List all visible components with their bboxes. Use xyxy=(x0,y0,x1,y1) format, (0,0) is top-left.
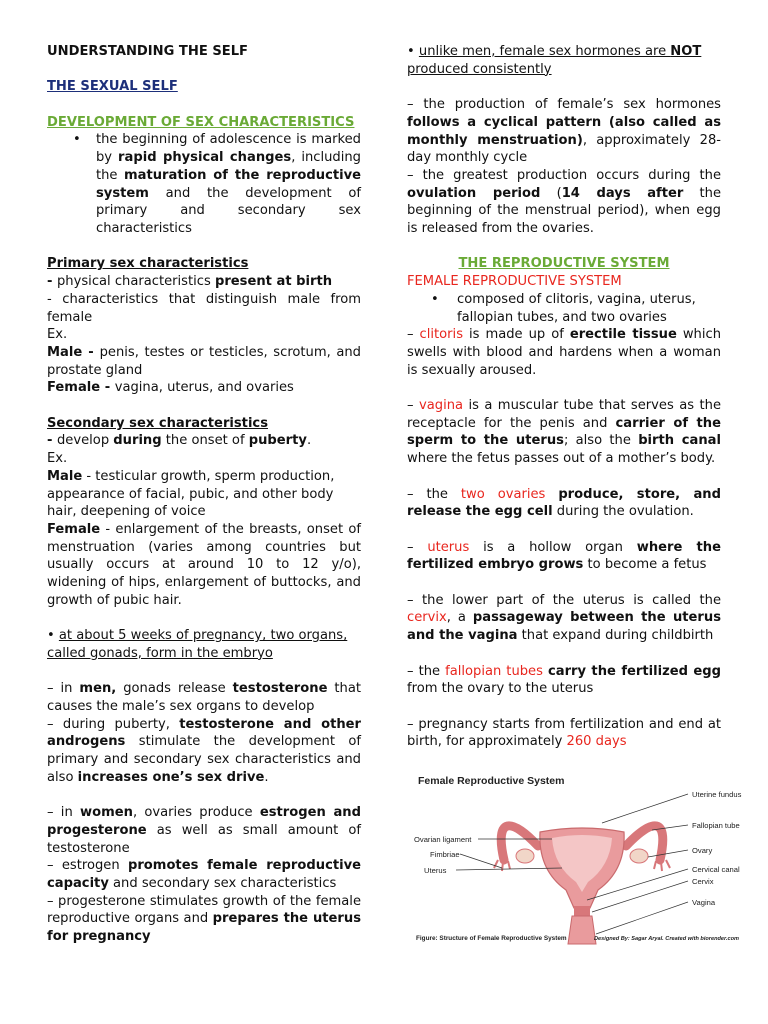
label-fimbriae: Fimbriae xyxy=(430,850,460,859)
label-uterus: Uterus xyxy=(424,866,447,875)
label-cervix: Cervix xyxy=(692,877,714,886)
primary-example-label: Ex. xyxy=(47,327,68,343)
figure-credit: Designed By: Sagar Aryal. Created with biorender.com xyxy=(594,936,739,942)
bullet-dot: • xyxy=(73,132,81,148)
pregnancy-text: – pregnancy starts from fertilization and end at birth, for approximately 260 days xyxy=(407,716,721,750)
vagina-text: – vagina is a muscular tube that serves as the receptacle for the penis and carrier of the sperm to the uterus; also the birth canal where the fetus passes out of a mother’s body. xyxy=(407,398,722,467)
secondary-line-1: - develop during the onset of puberty. xyxy=(47,433,312,449)
bullet-dot: • xyxy=(431,291,439,307)
clitoris-text: – clitoris is made up of erectile tissue which swells with blood and hardens when a woman is sexually aroused. xyxy=(407,327,721,378)
bullet-adolescence: • the beginning of adolescence is marked by rapid physical changes, including the maturation of the reproductive system and the development of primary and secondary sex characteristics xyxy=(73,132,361,236)
label-uterine-fundus: Uterine fundus xyxy=(692,790,742,799)
heading-female-reproductive-system: FEMALE REPRODUCTIVE SYSTEM xyxy=(407,274,622,290)
primary-male: Male - penis, testes or testicles, scrotum, and prostate gland xyxy=(47,344,361,378)
cervix-text: – the lower part of the uterus is called the cervix, a passageway between the uterus and the vagina that expand during childbirth xyxy=(407,592,722,644)
ovaries-text: – the two ovaries produce, store, and release the egg cell during the ovulation. xyxy=(407,486,721,520)
primary-line-1: - physical characteristics present at birth xyxy=(47,274,333,290)
heading-primary-sex-characteristics: Primary sex characteristics xyxy=(47,256,249,272)
uterus-text: – uterus is a hollow organ where the fertilized embryo grows to become a fetus xyxy=(407,539,721,573)
label-cervical-canal: Cervical canal xyxy=(692,865,740,874)
women-progesterone: – progesterone stimulates growth of the female reproductive organs and prepares the uterus for pregnancy xyxy=(47,893,361,945)
heading-reproductive-system: THE REPRODUCTIVE SYSTEM xyxy=(458,256,670,272)
fallopian-tubes-text: – the fallopian tubes carry the fertilized egg from the ovary to the uterus xyxy=(407,663,721,697)
men-gonads: – in men, gonads release testosterone that causes the male’s sex organs to develop xyxy=(47,681,362,714)
cyclical-pattern: – the production of female’s sex hormones follows a cyclical pattern (also called as monthly menstruation), approximately 28-day monthly cycle xyxy=(407,97,722,166)
women-estrogen: – estrogen promotes female reproductive capacity and secondary sex characteristics xyxy=(47,858,361,891)
secondary-example-label: Ex. xyxy=(47,451,68,467)
left-column xyxy=(47,43,361,946)
ovary-left xyxy=(516,849,534,863)
vagina-shape xyxy=(568,916,596,944)
ovary-right xyxy=(630,849,648,863)
figure-title: Female Reproductive System xyxy=(418,775,565,787)
reproductive-system-figure xyxy=(412,768,760,948)
men-puberty: – during puberty, testosterone and other androgens stimulate the development of primary and secondary sex characteristics and also increases one’s sex drive. xyxy=(47,716,361,785)
label-ovary: Ovary xyxy=(692,846,713,855)
section-heading-development: DEVELOPMENT OF SEX CHARACTERISTICS xyxy=(47,114,355,130)
figure-caption: Figure: Structure of Female Reproductive System xyxy=(416,935,567,942)
document-title: UNDERSTANDING THE SELF xyxy=(47,44,248,59)
right-column xyxy=(407,43,721,751)
gonads-note: • at about 5 weeks of pregnancy, two organs, called gonads, form in the embryo xyxy=(47,628,348,661)
figure-svg xyxy=(412,768,760,948)
heading-secondary-sex-characteristics: Secondary sex characteristics xyxy=(47,415,268,431)
secondary-female: Female - enlargement of the breasts, onset of menstruation (varies among countries but usually occurs at around 10 to 12 y/o), widening of hips, enlargement of buttocks, and growth of pubic hair. xyxy=(47,521,361,608)
label-vagina: Vagina xyxy=(692,898,716,907)
bullet-composition: • composed of clitoris, vagina, uterus, fallopian tubes, and two ovaries xyxy=(431,291,696,325)
secondary-male: Male - testicular growth, sperm production, appearance of facial, pubic, and other body hair, deepening of voice xyxy=(47,468,335,520)
cervix-shape xyxy=(574,906,590,916)
women-ovaries: – in women, ovaries produce estrogen and progesterone as well as small amount of testosterone xyxy=(47,805,361,856)
label-ovarian-ligament: Ovarian ligament xyxy=(414,835,472,844)
primary-female: Female - vagina, uterus, and ovaries xyxy=(47,380,294,396)
ovulation-period: – the greatest production occurs during the ovulation period (14 days after the beginning of the menstrual period), when egg is released from the ovaries. xyxy=(407,167,721,237)
section-title-sexual-self: THE SEXUAL SELF xyxy=(47,79,178,95)
label-fallopian-tube: Fallopian tube xyxy=(692,821,740,830)
primary-line-2: - characteristics that distinguish male from female xyxy=(47,291,361,325)
hormones-note: • unlike men, female sex hormones are NOT produced consistently xyxy=(407,44,702,77)
